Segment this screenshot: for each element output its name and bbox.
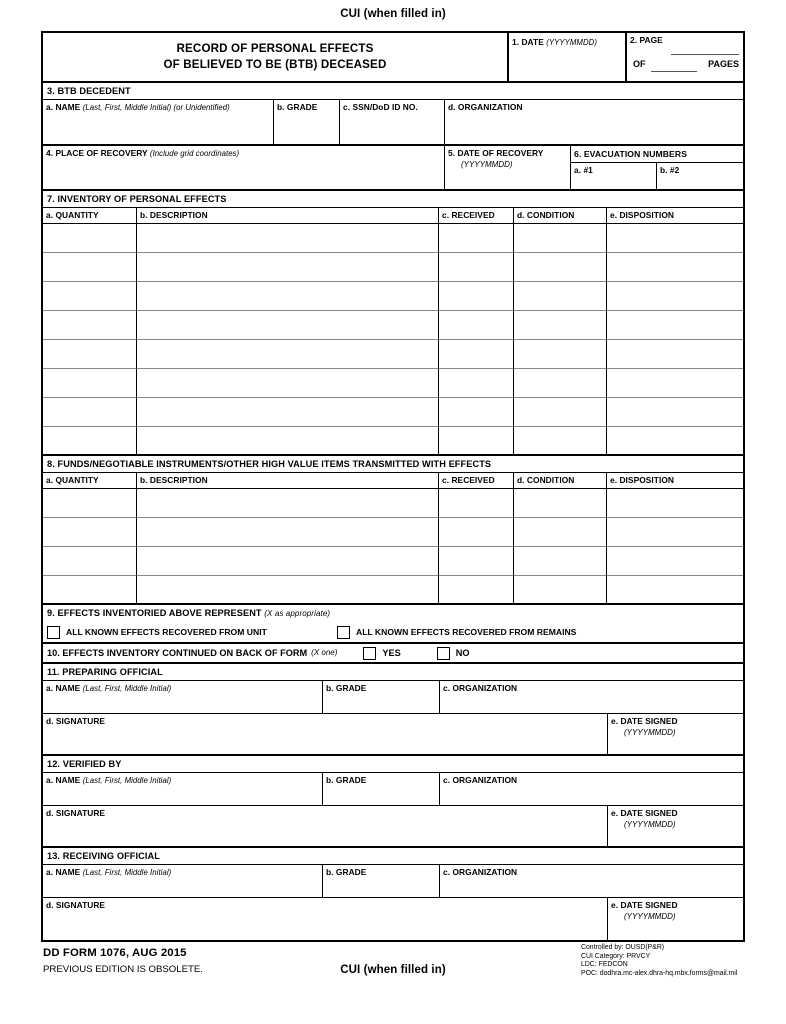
cell-disposition: [607, 547, 743, 549]
section-8-header-row: [43, 456, 743, 473]
decedent-grade-label: b. GRADE: [277, 102, 318, 112]
decedent-name-label: a. NAME: [46, 102, 81, 112]
cell-condition: [514, 282, 606, 284]
col-disposition: e. DISPOSITION: [610, 475, 674, 485]
col-quantity: a. QUANTITY: [46, 210, 99, 220]
section-13-signature-row: [43, 898, 743, 940]
verified-name-value: [43, 786, 322, 788]
section-13-header-row: [43, 848, 743, 865]
evacuation-number-1-field[interactable]: [571, 163, 657, 191]
verified-signature-label: d. SIGNATURE: [46, 808, 106, 818]
cell-quantity: [43, 253, 136, 255]
cell-quantity: [43, 398, 136, 400]
date-field[interactable]: [509, 33, 627, 81]
place-of-recovery-field[interactable]: [43, 146, 445, 189]
date-of-recovery-hint: (YYYYMMDD): [461, 160, 513, 169]
cell-disposition: [607, 224, 743, 226]
table-row[interactable]: [43, 576, 743, 605]
preparing-date-signed-hint: (YYYYMMDD): [624, 728, 676, 737]
verified-date-signed-value: [608, 830, 743, 832]
checkbox-icon[interactable]: [363, 647, 376, 660]
date-value: [509, 48, 625, 50]
page-total-rule: [651, 71, 697, 72]
section-11-name-row: [43, 681, 743, 714]
checkbox-label-remains: ALL KNOWN EFFECTS RECOVERED FROM REMAINS: [356, 627, 577, 637]
preparing-name-label: a. NAME: [46, 683, 81, 693]
table-row[interactable]: [43, 398, 743, 427]
date-of-recovery-field[interactable]: [445, 146, 571, 189]
col-disposition: e. DISPOSITION: [610, 210, 674, 220]
verified-signature-value: [43, 819, 607, 821]
cell-disposition: [607, 576, 743, 578]
section-7-header-row: [43, 191, 743, 208]
preparing-date-signed-value: [608, 738, 743, 740]
decedent-organization-label: d. ORGANIZATION: [448, 102, 523, 112]
cell-received: [439, 224, 513, 226]
cell-quantity: [43, 489, 136, 491]
cell-description: [137, 340, 438, 342]
cui-banner-top: CUI (when filled in): [340, 8, 446, 20]
evacuation-number-2-value: [657, 176, 742, 178]
evacuation-number-2-field[interactable]: [657, 163, 742, 191]
verified-organization-field[interactable]: [440, 773, 743, 805]
cell-condition: [514, 427, 606, 429]
preparing-name-field[interactable]: [43, 681, 323, 713]
decedent-name-field[interactable]: [43, 100, 274, 144]
cell-condition: [514, 398, 606, 400]
preparing-date-signed-label: e. DATE SIGNED: [611, 716, 678, 726]
cell-description: [137, 398, 438, 400]
preparing-signature-value: [43, 727, 607, 729]
section-13-header: 13. RECEIVING OFFICIAL: [47, 851, 160, 861]
cell-disposition: [607, 489, 743, 491]
verified-organization-label: c. ORGANIZATION: [443, 775, 518, 785]
cell-quantity: [43, 340, 136, 342]
checkbox-label-yes: YES: [382, 648, 401, 658]
cell-received: [439, 547, 513, 549]
receiving-name-value: [43, 878, 322, 880]
form-id: DD FORM 1076, AUG 2015: [43, 947, 187, 959]
col-condition: d. CONDITION: [517, 475, 575, 485]
section-12-header: 12. VERIFIED BY: [47, 759, 122, 769]
cell-description: [137, 427, 438, 429]
section-7-column-headers: [43, 208, 743, 224]
table-row[interactable]: [43, 340, 743, 369]
decedent-ssn-value: [340, 113, 444, 115]
receiving-organization-value: [440, 878, 743, 880]
cell-quantity: [43, 427, 136, 429]
table-row[interactable]: [43, 427, 743, 456]
receiving-name-hint: (Last, First, Middle Initial): [82, 868, 172, 877]
cell-received: [439, 398, 513, 400]
cui-category: CUI Category: PRVCY: [581, 952, 651, 960]
control-markings: [581, 944, 737, 978]
cell-condition: [514, 311, 606, 313]
section-10-row: [43, 644, 743, 664]
section-3-fields-row: [43, 100, 743, 146]
poc: POC: dodhra.mc-alex.dhra-hq.mbx.forms@mail.mil: [581, 969, 738, 977]
cell-description: [137, 518, 438, 520]
receiving-organization-label: c. ORGANIZATION: [443, 867, 518, 877]
receiving-grade-value: [323, 878, 439, 880]
evacuation-number-2-label: b. #2: [660, 165, 680, 175]
cell-disposition: [607, 427, 743, 429]
section-3-header-row: [43, 83, 743, 100]
col-received: c. RECEIVED: [442, 475, 495, 485]
checkbox-recovered-from-remains[interactable]: [337, 625, 576, 639]
section-12-header-row: [43, 756, 743, 773]
verified-date-signed-hint: (YYYYMMDD): [624, 820, 676, 829]
table-row[interactable]: [43, 547, 743, 576]
preparing-date-signed-field[interactable]: [608, 714, 743, 754]
section-8-rows: [43, 489, 743, 605]
section-11-header-row: [43, 664, 743, 681]
form-footer: [41, 942, 745, 994]
preparing-name-hint: (Last, First, Middle Initial): [82, 684, 172, 693]
cell-condition: [514, 224, 606, 226]
form-title: [43, 33, 509, 81]
evacuation-numbers-group: [571, 146, 743, 189]
verified-grade-value: [323, 786, 439, 788]
cell-quantity: [43, 576, 136, 578]
place-of-recovery-hint: (Include grid coordinates): [149, 149, 240, 158]
receiving-name-field[interactable]: [43, 865, 323, 897]
date-of-recovery-value: [445, 170, 570, 172]
table-row[interactable]: [43, 518, 743, 547]
cell-condition: [514, 253, 606, 255]
verified-organization-value: [440, 786, 743, 788]
receiving-organization-field[interactable]: [440, 865, 743, 897]
decedent-organization-field[interactable]: [445, 100, 743, 144]
checkbox-icon[interactable]: [337, 626, 350, 639]
preparing-organization-field[interactable]: [440, 681, 743, 713]
cell-description: [137, 576, 438, 578]
verified-grade-label: b. GRADE: [326, 775, 367, 785]
cell-disposition: [607, 369, 743, 371]
section-7-rows: [43, 224, 743, 456]
preparing-organization-value: [440, 694, 743, 696]
decedent-name-hint: (Last, First, Middle Initial) (or Unidentified): [82, 103, 230, 112]
section-11-header: 11. PREPARING OFFICIAL: [47, 667, 163, 677]
checkbox-label-unit: ALL KNOWN EFFECTS RECOVERED FROM UNIT: [66, 627, 267, 637]
preparing-grade-value: [323, 694, 439, 696]
checkbox-icon[interactable]: [437, 647, 450, 660]
cell-quantity: [43, 224, 136, 226]
receiving-name-label: a. NAME: [46, 867, 81, 877]
col-received: c. RECEIVED: [442, 210, 495, 220]
date-hint: (YYYYMMDD): [546, 38, 597, 47]
cell-description: [137, 253, 438, 255]
cell-description: [137, 489, 438, 491]
cell-disposition: [607, 253, 743, 255]
form-title-line-1: RECORD OF PERSONAL EFFECTS: [176, 42, 374, 55]
checkbox-icon[interactable]: [47, 626, 60, 639]
section-13-name-row: [43, 865, 743, 898]
section-8-header: 8. FUNDS/NEGOTIABLE INSTRUMENTS/OTHER HIGH VALUE ITEMS TRANSMITTED WITH EFFECTS: [47, 459, 492, 469]
section-7-header: 7. INVENTORY OF PERSONAL EFFECTS: [47, 194, 227, 204]
page-number-rule: [671, 54, 739, 55]
section-9-options-row: [43, 622, 743, 644]
cell-description: [137, 311, 438, 313]
section-9-header-row: [43, 605, 743, 622]
table-row[interactable]: [43, 253, 743, 282]
cell-quantity: [43, 282, 136, 284]
verified-name-field[interactable]: [43, 773, 323, 805]
evacuation-number-1-label: a. #1: [574, 165, 593, 175]
section-12-name-row: [43, 773, 743, 806]
cell-received: [439, 427, 513, 429]
pages-label: PAGES: [708, 59, 739, 69]
verified-signature-field[interactable]: [43, 806, 608, 846]
preparing-grade-field[interactable]: [323, 681, 440, 713]
section-10-header: 10. EFFECTS INVENTORY CONTINUED ON BACK OF FORM: [47, 648, 308, 658]
cell-received: [439, 311, 513, 313]
receiving-signature-label: d. SIGNATURE: [46, 900, 106, 910]
checkbox-label-no: NO: [455, 648, 470, 658]
preparing-name-value: [43, 694, 322, 696]
page-field[interactable]: [627, 33, 743, 81]
table-row[interactable]: [43, 369, 743, 398]
cell-disposition: [607, 340, 743, 342]
verified-name-label: a. NAME: [46, 775, 81, 785]
section-4-5-6-row: [43, 146, 743, 191]
decedent-grade-field[interactable]: [274, 100, 340, 144]
verified-name-hint: (Last, First, Middle Initial): [82, 776, 172, 785]
preparing-grade-label: b. GRADE: [326, 683, 367, 693]
receiving-date-signed-label: e. DATE SIGNED: [611, 900, 678, 910]
page-label: 2. PAGE: [630, 35, 663, 45]
receiving-signature-field[interactable]: [43, 898, 608, 940]
verified-date-signed-field[interactable]: [608, 806, 743, 846]
table-row[interactable]: [43, 224, 743, 253]
verified-date-signed-label: e. DATE SIGNED: [611, 808, 678, 818]
col-condition: d. CONDITION: [517, 210, 575, 220]
cell-disposition: [607, 518, 743, 520]
page-of-label: OF: [633, 59, 646, 69]
cell-description: [137, 224, 438, 226]
cell-condition: [514, 518, 606, 520]
ldc: LDC: FEDCON: [581, 961, 628, 969]
dd-form-1076: [41, 31, 745, 942]
cell-description: [137, 282, 438, 284]
cell-condition: [514, 547, 606, 549]
receiving-signature-value: [43, 911, 607, 913]
cell-received: [439, 369, 513, 371]
date-label: 1. DATE: [512, 37, 544, 47]
evacuation-numbers-header: 6. EVACUATION NUMBERS: [571, 146, 743, 163]
cell-condition: [514, 340, 606, 342]
cell-received: [439, 340, 513, 342]
section-9-hint: (X as appropriate): [264, 609, 331, 618]
col-quantity: a. QUANTITY: [46, 475, 99, 485]
verified-grade-field[interactable]: [323, 773, 440, 805]
cell-quantity: [43, 369, 136, 371]
section-9-header: 9. EFFECTS INVENTORIED ABOVE REPRESENT (X as appropriate): [47, 608, 331, 618]
section-11-signature-row: [43, 714, 743, 756]
cell-disposition: [607, 398, 743, 400]
col-description: b. DESCRIPTION: [140, 475, 208, 485]
decedent-ssn-label: c. SSN/DoD ID NO.: [343, 102, 418, 112]
cui-banner-bottom: CUI (when filled in): [340, 964, 446, 976]
form-title-line-2: OF BELIEVED TO BE (BTB) DECEASED: [163, 58, 387, 71]
preparing-organization-label: c. ORGANIZATION: [443, 683, 518, 693]
decedent-organization-value: [445, 113, 743, 115]
cell-disposition: [607, 311, 743, 313]
checkbox-recovered-from-unit[interactable]: [47, 625, 337, 639]
cell-quantity: [43, 311, 136, 313]
cell-received: [439, 518, 513, 520]
controlled-by: Controlled by: OUSD(P&R): [581, 944, 665, 951]
receiving-date-signed-field[interactable]: [608, 898, 743, 940]
decedent-grade-value: [274, 113, 339, 115]
decedent-ssn-field[interactable]: [340, 100, 445, 144]
checkbox-continued-yes[interactable]: [363, 646, 400, 660]
cell-received: [439, 489, 513, 491]
cell-quantity: [43, 518, 136, 520]
table-row[interactable]: [43, 489, 743, 518]
place-of-recovery-value: [43, 159, 444, 161]
form-title-row: [43, 33, 743, 83]
receiving-grade-label: b. GRADE: [326, 867, 367, 877]
receiving-date-signed-value: [608, 922, 743, 924]
receiving-grade-field[interactable]: [323, 865, 440, 897]
section-10-hint: (X one): [311, 648, 338, 657]
cell-condition: [514, 369, 606, 371]
cell-condition: [514, 576, 606, 578]
receiving-date-signed-hint: (YYYYMMDD): [624, 912, 676, 921]
preparing-signature-field[interactable]: [43, 714, 608, 754]
cell-description: [137, 369, 438, 371]
section-12-signature-row: [43, 806, 743, 848]
table-row[interactable]: [43, 311, 743, 340]
cell-description: [137, 547, 438, 549]
cell-received: [439, 576, 513, 578]
date-of-recovery-label: 5. DATE OF RECOVERY: [448, 148, 544, 158]
cell-condition: [514, 489, 606, 491]
section-8-column-headers: [43, 473, 743, 489]
evacuation-number-1-value: [571, 176, 656, 178]
cell-quantity: [43, 547, 136, 549]
cell-disposition: [607, 282, 743, 284]
place-of-recovery-label: 4. PLACE OF RECOVERY: [46, 148, 148, 158]
table-row[interactable]: [43, 282, 743, 311]
checkbox-continued-no[interactable]: [437, 646, 470, 660]
section-3-header: 3. BTB DECEDENT: [47, 86, 131, 96]
previous-edition-note: PREVIOUS EDITION IS OBSOLETE.: [43, 964, 203, 975]
cell-received: [439, 282, 513, 284]
cell-received: [439, 253, 513, 255]
col-description: b. DESCRIPTION: [140, 210, 208, 220]
decedent-name-value: [43, 113, 273, 115]
preparing-signature-label: d. SIGNATURE: [46, 716, 106, 726]
